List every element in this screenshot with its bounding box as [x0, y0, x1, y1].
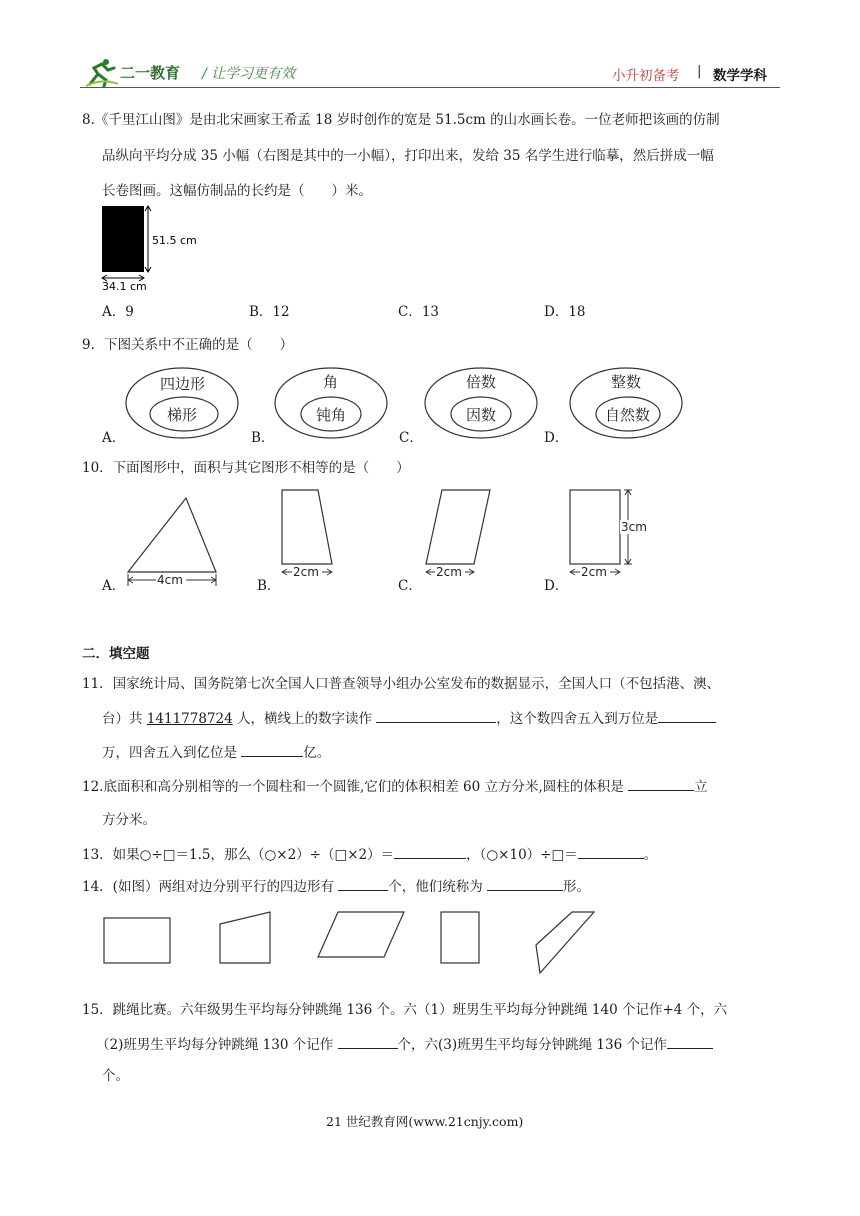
q9-text: 9．下图关系中不正确的是（ ） [82, 337, 294, 353]
q14-b: 个，他们统称为 [388, 879, 488, 895]
q13-b: ，（○×10）÷□＝ [466, 847, 578, 863]
q10-option-a[interactable]: A． [102, 578, 126, 594]
q8-line-1: 8.《千里江山图》是由北宋画家王希孟 18 岁时创作的宽是 51.5cm 的山水画长卷。一位老师把该画的仿制 [82, 112, 720, 128]
q8-painting-figure [98, 202, 208, 294]
q8-option-a[interactable]: A．9 [102, 304, 134, 320]
q14-shape-rectangle [104, 918, 170, 963]
q11-line-1: 11．国家统计局、国务院第七次全国人口普查领导小组办公室发布的数据显示，全国人口（不包括港、澳、 [82, 676, 721, 692]
header-divider [80, 87, 780, 88]
q9-a-inner: 梯形 [167, 406, 198, 424]
q15-line-3: 个。 [102, 1068, 129, 1084]
q10-d-dim2: 3cm [621, 520, 647, 534]
q8-option-d[interactable]: D．18 [544, 304, 586, 320]
q13-c: 。 [643, 847, 658, 863]
q9-c-outer: 倍数 [466, 373, 497, 391]
q11-l2b: 人，横线上的数字读作 [232, 711, 377, 727]
q9-venn-b [273, 365, 389, 441]
q10-option-c[interactable]: C． [398, 578, 422, 594]
section-fill-in-title: 二．填空题 [82, 646, 150, 662]
q14-shape-slanted [536, 912, 594, 973]
q14-shape-tall-rectangle [441, 912, 479, 963]
q9-d-inner: 自然数 [605, 406, 651, 424]
q10-parallelogram-figure [420, 484, 496, 590]
q14-shapes-figure [98, 906, 608, 986]
q9-venn-a [124, 365, 240, 441]
q9-c-inner: 因数 [466, 406, 497, 424]
logo-runner-icon [84, 58, 120, 88]
grade-label: 小升初备考 [612, 68, 680, 84]
q10-text: 10．下面图形中，面积与其它图形不相等的是（ ） [82, 460, 410, 476]
q11-population-number: 1411778724 [146, 711, 233, 727]
q14-blank-name[interactable] [487, 876, 563, 891]
q15-blank-class3[interactable] [667, 1034, 713, 1049]
q9-a-outer: 四边形 [160, 375, 206, 393]
q8-height-label: 51.5 cm [152, 234, 197, 247]
q9-option-c[interactable]: C． [399, 430, 423, 446]
question-13 [82, 844, 657, 865]
q12-blank-volume[interactable] [628, 776, 694, 791]
q11-l3a: 万，四舍五入到亿位是 [102, 745, 242, 761]
q10-a-dim: 4cm [157, 573, 183, 587]
q14-shape-parallelogram [318, 912, 404, 957]
q12-l1a: 12.底面积和高分别相等的一个圆柱和一个圆锥,它们的体积相差 60 立方分米,圆柱的体积是 [82, 779, 629, 795]
question-14 [82, 876, 590, 897]
q9-venn-c [423, 365, 539, 441]
q10-triangle-figure [122, 494, 222, 590]
q11-l2c: ，这个数四舍五入到万位是 [496, 711, 659, 727]
q14-shape-trapezoid [220, 912, 270, 963]
logo-text: 二一教育 [120, 64, 181, 82]
q8-option-c[interactable]: C．13 [398, 304, 440, 320]
q15-l2b: 个，六(3)班男生平均每分钟跳绳 136 个记作 [397, 1037, 667, 1053]
slogan: / 让学习更有效 [202, 66, 296, 82]
q13-a: 13．如果○÷□＝1.5，那么（○×2）÷（□×2）＝ [82, 847, 395, 863]
q10-rectangle-figure [564, 484, 664, 590]
q13-blank-2[interactable] [578, 844, 644, 859]
q15-line-2 [96, 1034, 713, 1055]
header-separator: | [697, 63, 702, 79]
q12-line-2: 方分米。 [102, 812, 156, 828]
q8-width-label: 34.1 cm [102, 280, 147, 293]
q9-d-outer: 整数 [611, 373, 642, 391]
q11-line-2 [102, 708, 716, 729]
subject-label: 数学学科 [713, 68, 767, 84]
q10-option-d[interactable]: D． [544, 578, 569, 594]
q9-option-b[interactable]: B． [251, 430, 275, 446]
q14-a: 14．(如图）两组对边分别平行的四边形有 [82, 879, 339, 895]
q8-line-2: 品纵向平均分成 35 小幅（右图是其中的一小幅），打印出来，发给 35 名学生进行临摹，然后拼成一幅 [102, 148, 714, 164]
q9-b-inner: 钝角 [316, 406, 347, 424]
q11-blank-yi[interactable] [241, 742, 303, 757]
q10-trapezoid-figure [276, 484, 342, 590]
q11-l3b: 亿。 [303, 745, 331, 761]
q11-blank-wan[interactable] [658, 708, 716, 723]
q11-line-3 [102, 742, 330, 763]
q12-line-1 [82, 776, 708, 797]
q8-option-b[interactable]: B．12 [249, 304, 290, 320]
q9-option-a[interactable]: A． [102, 430, 126, 446]
q14-c: 形。 [563, 879, 591, 895]
q9-venn-d [568, 365, 684, 441]
q15-blank-class2[interactable] [338, 1034, 398, 1049]
footer-text: 21 世纪教育网(www.21cnjy.com) [326, 1114, 524, 1129]
q11-l2a: 台）共 [102, 711, 147, 727]
q10-c-dim: 2cm [436, 565, 462, 579]
q9-option-d[interactable]: D． [544, 430, 569, 446]
q12-l1b: 立 [694, 779, 708, 795]
q14-blank-count[interactable] [338, 876, 388, 891]
q8-line-3: 长卷图画。这幅仿制品的长约是（ ）米。 [102, 183, 372, 199]
q10-option-b[interactable]: B． [257, 578, 281, 594]
q15-l2a: （2)班男生平均每分钟跳绳 130 个记作 [96, 1037, 338, 1053]
q13-blank-1[interactable] [394, 844, 466, 859]
q9-b-outer: 角 [323, 373, 339, 391]
q10-b-dim: 2cm [293, 565, 319, 579]
q11-blank-reading[interactable] [376, 708, 496, 723]
q10-d-dim: 2cm [581, 565, 607, 579]
header [80, 56, 780, 88]
q15-line-1: 15．跳绳比赛。六年级男生平均每分钟跳绳 136 个。六（1）班男生平均每分钟跳绳 140 个记作+4 个，六 [82, 1002, 728, 1018]
